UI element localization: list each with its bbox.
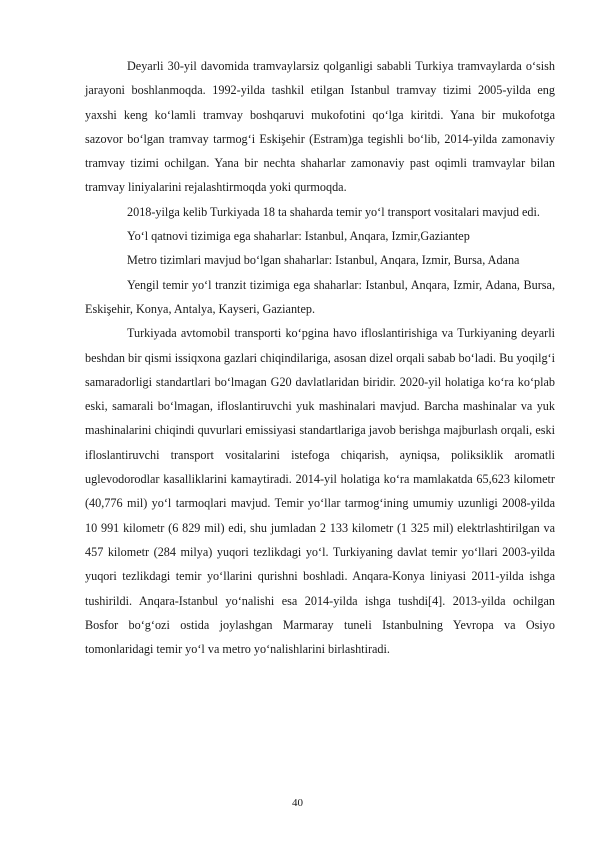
document-body	[85, 54, 555, 661]
paragraph-light-rail-cities: Yengil temir yo‘l tranzit tizimiga ega shaharlar: Istanbul, Anqara, Izmir, Adana, Bursa, Eskişehir, Konya, Antalya, Kayseri, Gaziantep.	[85, 277, 555, 316]
page-number: 40	[292, 797, 303, 809]
paragraph-rail-cities-count: 2018-yilga kelib Turkiyada 18 ta shaharda temir yo‘l transport vositalari mavjud edi.	[127, 204, 540, 219]
paragraph-tramways: Deyarli 30-yil davomida tramvaylarsiz qolganligi sababli Turkiya tramvaylarda o‘sish jarayoni boshlanmoqda. 1992-yilda tashkil etilgan Istanbul tramvay tizimi 2005-yilda eng yaxshi keng ko‘lamli tramvay boshqaruvi mukofotini qo‘lga kiritdi. Yana bir mukofotga sazovor bo‘lgan tramvay tarmog‘i Eskişehir (Estram)ga tegishli bo‘lib, 2014-yilda zamonaviy tramvay tizimi ochilgan. Yana bir nechta shaharlar zamonaviy past oqimli tramvaylar bilan tramvay liniyalarini rejalashtirmoqda yoki qurmoqda.	[85, 59, 555, 195]
paragraph-metro-cities: Metro tizimlari mavjud bo‘lgan shaharlar: Istanbul, Anqara, Izmir, Bursa, Adana	[127, 253, 520, 268]
paragraph-road-transport-pollution: Turkiyada avtomobil transporti ko‘pgina havo ifloslantirishiga va Turkiyaning deyarli beshdan bir qismi issiqxona gazlari chiqindilariga, asosan dizel orqali sabab bo‘ladi. Bu yoqilg‘i samaradorligi standartlari bo‘lmagan G20 davlatlaridan biridir. 2020-yil holatiga ko‘ra ko‘plab eski, samarali bo‘lmagan, ifloslantiruvchi yuk mashinalari mavjud. Barcha mashinalar va yuk mashinalarini chiqindi quvurlari emissiyasi standartlariga javob berishga majburlash orqali, eski ifloslantiruvchi transport vositalarini istefoga chiqarish, ayniqsa, poliksiklik aromatli uglevodorodlar kasalliklarini kamaytiradi. 2014-yil holatiga ko‘ra mamlakatda 65,623 kilometr (40,776 mil) yo‘l tarmoqlari mavjud. Temir yo‘llar tarmog‘ining umumiy uzunligi 2008-yilda 10 991 kilometr (6 829 mil) edi, shu jumladan 2 133 kilometr (1 325 mil) elektrlashtirilgan va 457 kilometr (284 milya) yuqori tezlikdagi yo‘l. Turkiyaning davlat temir yo‘llari 2003-yilda yuqori tezlikdagi temir yo‘llarini qurishni boshladi. Anqara-Konya liniyasi 2011-yilda ishga tushirildi. Anqara-Istanbul yo‘nalishi esa 2014-yilda ishga tushdi[4]. 2013-yilda ochilgan Bosfor bo‘g‘ozi ostida joylashgan Marmaray tuneli Istanbulning Yevropa va Osiyo tomonlaridagi temir yo‘l va metro yo‘nalishlarini birlashtiradi.	[85, 326, 555, 657]
paragraph-road-traffic-cities: Yo‘l qatnovi tizimiga ega shaharlar: Istanbul, Anqara, Izmir,Gaziantep	[127, 229, 470, 244]
